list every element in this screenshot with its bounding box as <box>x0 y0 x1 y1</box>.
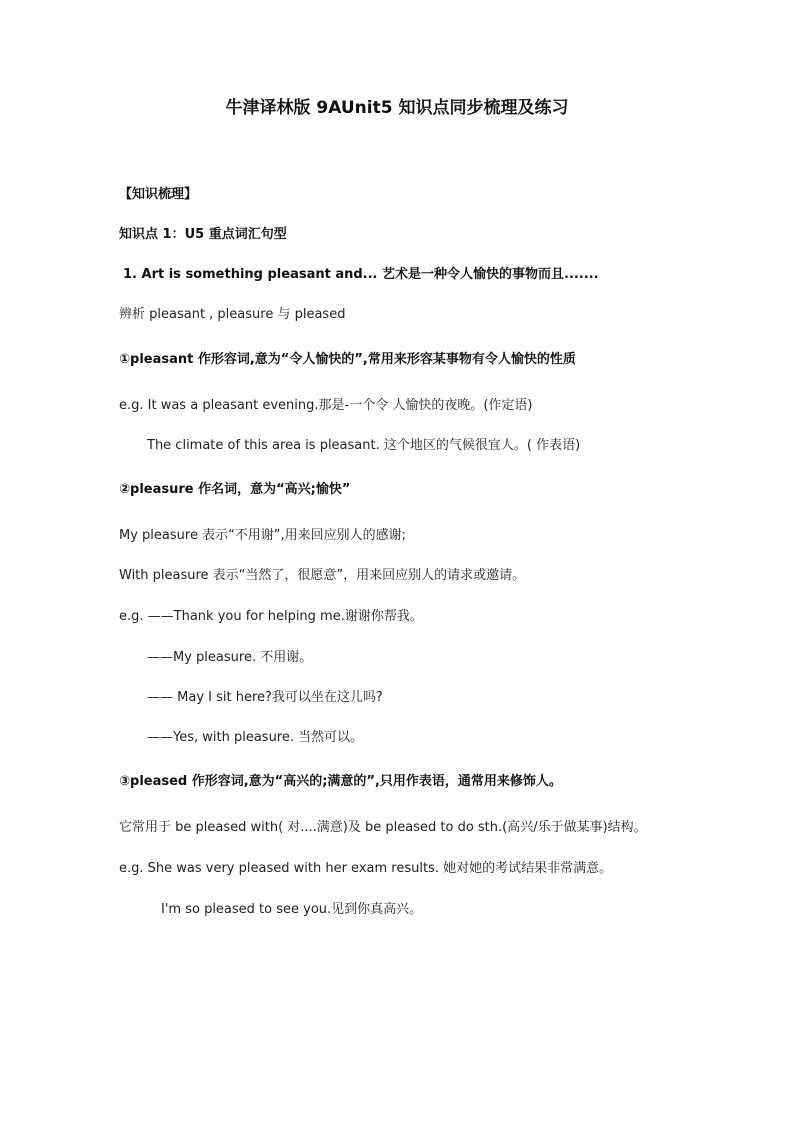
item-1-sentence: 1. Art is something pleasant and... 艺术是一种令人愉快的事物而且....... <box>123 267 599 282</box>
section-header: 【知识梳理】 <box>119 187 198 202</box>
pleasure-example-1: e.g. ——Thank you for helping me.谢谢你帮我。 <box>119 609 423 624</box>
pleasure-heading: ②pleasure 作名词，意为“高兴;愉快” <box>119 482 351 497</box>
pleasant-example-2: The climate of this area is pleasant. 这个地区的气候很宜人。( 作表语) <box>147 438 581 453</box>
pleasant-heading: ①pleasant 作形容词,意为“令人愉快的”,常用来形容某事物有令人愉快的性质 <box>119 352 576 367</box>
pleasure-note-1: My pleasure 表示“不用谢”,用来回应别人的感谢; <box>119 528 407 543</box>
pleasure-example-2: ——My pleasure. 不用谢。 <box>147 650 313 665</box>
pleasant-example-1: e.g. It was a pleasant evening.那是-一个令 人愉快的夜晚。(作定语) <box>119 398 533 413</box>
pleasure-note-2: With pleasure 表示“当然了，很愿意”，用来回应别人的请求或邀请。 <box>119 568 526 583</box>
pleasure-example-3: —— May I sit here?我可以坐在这儿吗? <box>147 690 383 705</box>
knowledge-point-heading: 知识点 1：U5 重点词汇句型 <box>119 227 287 242</box>
pleased-usage: 它常用于 be pleased with( 对....满意)及 be pleased to do sth.(高兴/乐于做某事)结构。 <box>119 820 647 835</box>
pleasure-example-4: ——Yes, with pleasure. 当然可以。 <box>147 730 364 745</box>
pleased-example-2: I'm so pleased to see you.见到你真高兴。 <box>161 902 423 917</box>
document-title: 牛津译林版 9AUnit5 知识点同步梳理及练习 <box>225 98 569 118</box>
distinguish-line: 辨析 pleasant , pleasure 与 pleased <box>119 307 346 322</box>
pleased-heading: ③pleased 作形容词,意为“高兴的;满意的”,只用作表语，通常用来修饰人。 <box>119 774 562 789</box>
pleased-example-1: e.g. She was very pleased with her exam results. 她对她的考试结果非常满意。 <box>119 861 613 876</box>
